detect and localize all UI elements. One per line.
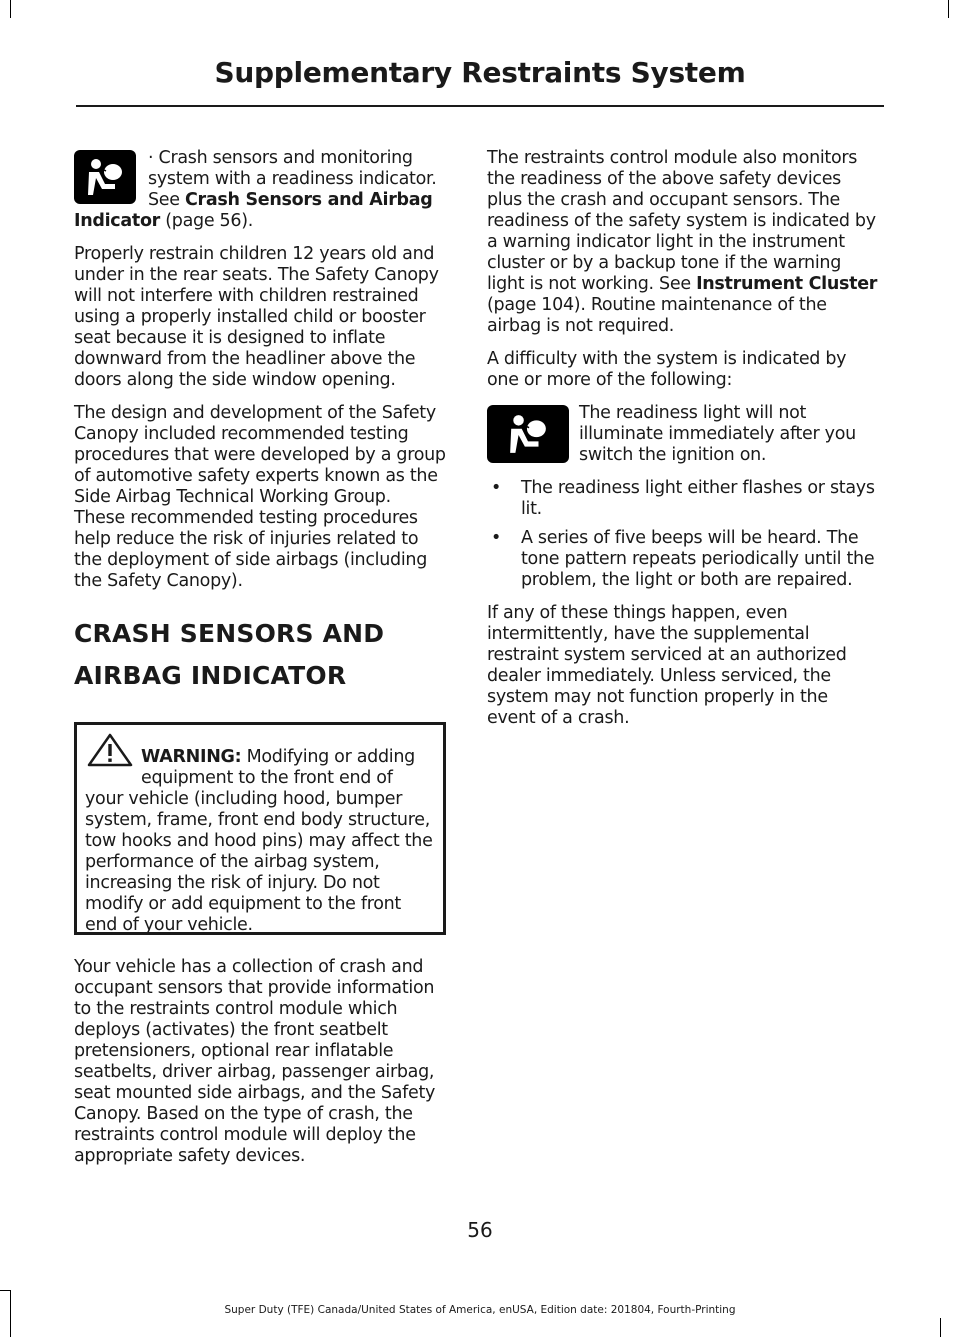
airbag-warning-icon (487, 405, 569, 463)
warning-triangle-icon (85, 733, 137, 767)
left-column (74, 148, 446, 1179)
warning-text: Modifying or adding equipment to the front end of your vehicle (including hood, bumper system, frame, front end body structure, tow hooks and hood pins) may affect the performance of the airbag system, increasing the risk of injury. Do not modify or add equipment to the front end of your vehicle. (85, 747, 433, 935)
intro-page-ref: (page 56). (160, 211, 254, 231)
symptom-list (487, 478, 879, 591)
page-number: 56 (467, 1218, 493, 1242)
readiness-text: The readiness light will not illuminate immediately after you switch the ignition on. (579, 403, 856, 465)
page-title: Supplementary Restraints System (214, 56, 746, 89)
children-paragraph: Properly restrain children 12 years old and under in the rear seats. The Safety Canopy will not interfere with children restrained using a properly installed child or booster seat because it is designed to inflate downward from the headliner above the doors along the side window opening. (74, 244, 439, 390)
service-paragraph: If any of these things happen, even intermittently, have the supplemental restraint system serviced at an authorized dealer immediately. Unless serviced, the system may not function properly in the event of a crash. (487, 603, 847, 728)
difficulty-paragraph: A difficulty with the system is indicated by one or more of the following: (487, 349, 847, 390)
section-heading (74, 618, 446, 692)
crash-sensors-link[interactable]: Crash Sensors and Airbag Indicator (74, 190, 433, 231)
right-column (487, 148, 879, 741)
readiness-paragraph (487, 403, 879, 466)
header-rule (76, 105, 884, 107)
crop-mark-bottom-left-h (0, 1290, 10, 1291)
monitor-page-ref: (page 104). Routine maintenance of the airbag is not required. (487, 295, 827, 336)
crop-mark-top-right (948, 0, 949, 18)
intro-paragraph (74, 148, 446, 232)
warning-box (74, 722, 446, 935)
list-item (487, 528, 879, 591)
monitor-text: The restraints control module also monitors the readiness of the above safety devices plus the crash and occupant sensors. The readiness of the safety system is indicated by a warning indicator light in the instrument cluster or by a backup tone if the warning light is not working. See (487, 148, 876, 294)
heading-line-1: CRASH SENSORS AND (74, 619, 385, 648)
bullet-mark: • (491, 478, 502, 498)
crop-mark-bottom-right (940, 1318, 941, 1337)
list-item (487, 478, 879, 520)
airbag-warning-icon (74, 150, 136, 204)
sensors-paragraph: Your vehicle has a collection of crash and occupant sensors that provide information to the restraints control module which deploys (activates) the front seatbelt pretensioners, optional rear inflatable seatbelts, driver airbag, passenger airbag, seat mounted side airbags, and the Safety Canopy. Based on the type of crash, the restraints control module will deploy the appropriate safety devices. (74, 957, 436, 1166)
list-item-text: A series of five beeps will be heard. The tone pattern repeats periodically until the problem, the light or both are repaired. (521, 528, 875, 590)
footer-edition: Super Duty (TFE) Canada/United States of America, enUSA, Edition date: 201804, Fourth-Printing (224, 1304, 736, 1316)
monitor-paragraph (487, 148, 879, 337)
list-item-text: The readiness light either flashes or stays lit. (521, 478, 875, 519)
design-paragraph: The design and development of the Safety Canopy included recommended testing procedures that were developed by a group of automotive safety experts known as the Side Airbag Technical Working Group. These recommended testing procedures help reduce the risk of injuries related to the deployment of side airbags (including the Safety Canopy). (74, 403, 446, 591)
bullet-mark: • (491, 528, 502, 548)
instrument-cluster-link[interactable]: Instrument Cluster (696, 274, 878, 294)
intro-text: · Crash sensors and monitoring system with a readiness indicator. See (148, 148, 437, 210)
crop-mark-top-left (10, 0, 11, 18)
warning-label: WARNING: (141, 747, 242, 767)
heading-line-2: AIRBAG INDICATOR (74, 661, 347, 690)
